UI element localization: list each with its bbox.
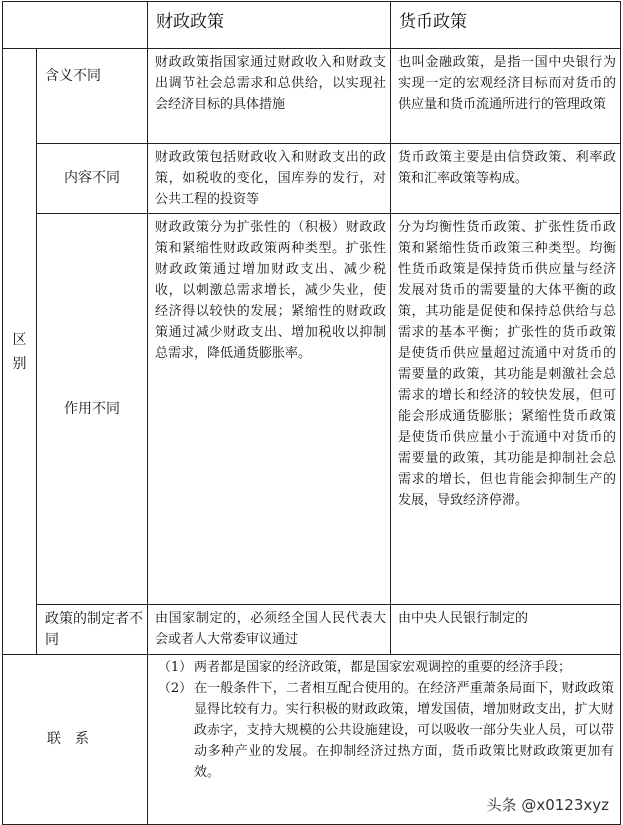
monetary-content: 货币政策主要是由信贷政策、利率政策和汇率政策等构成。 [391, 144, 621, 214]
comparison-table [2, 1, 621, 825]
monetary-maker: 由中央人民银行制定的 [391, 605, 621, 655]
fiscal-effect: 财政政策分为扩张性的（积极）财政政策和紧缩性财政政策两种类型。扩张性财政政策通过增加财政支出、减少税收，以刺激总需求增长，减少失业，使经济得以较快的发展；紧缩性的财政政策通过减少财政支出、增加税收以抑制总需求，降低通货膨胀率。 [148, 214, 391, 605]
row-maker [3, 605, 621, 655]
row-label-meaning: 含义不同 [37, 49, 148, 144]
header-row [3, 2, 621, 49]
fiscal-maker: 由国家制定的，必须经全国人民代表大会或者人大常委审议通过 [148, 605, 391, 655]
monetary-effect: 分为均衡性货币政策、扩张性货币政策和紧缩性货币政策三种类型。均衡性货币政策是保持货币供应量与经济发展对货币的需要量的大体平衡的政策，其功能是促使和保持总供给与总需求的基本平衡；扩张性的货币政策是使货币供应量超过流通中对货币的需要量的政策，其功能是刺激社会总需求的增长和经济的较快发展，但可能会形成通货膨胀；紧缩性货币政策是使货币供应量小于流通中对货币的需要量的政策，其功能是抑制社会总需求的增长，但也肯能会抑制生产的发展，导致经济停滞。 [391, 214, 621, 605]
watermark: 头条 @x0123xyz [486, 796, 609, 814]
fiscal-meaning: 财政政策指国家通过财政收入和财政支出调节社会总需求和总供给，以实现社会经济目标的具体措施 [148, 49, 391, 144]
header-monetary: 货币政策 [391, 2, 621, 49]
monetary-meaning: 也叫金融政策，是指一国中央银行为实现一定的宏观经济目标而对货币的供应量和货币流通所进行的管理政策 [391, 49, 621, 144]
row-label-content: 内容不同 [37, 144, 148, 214]
group-label-difference: 区 别 [3, 49, 37, 655]
header-fiscal: 财政政策 [148, 2, 391, 49]
row-label-connection: 联系 [3, 655, 148, 825]
fiscal-content: 财政政策包括财政收入和财政支出的政策，如税收的变化，国库券的发行，对公共工程的投资等 [148, 144, 391, 214]
connection-item-text: 在一般条件下，二者相互配合使用的。在经济严重萧条局面下，财政政策显得比较有力。实行积极的财政政策，增发国债，增加财政支出，扩大财政赤字，支持大规模的公共设施建设，可以吸收一部分失业人员，可以带动多种产业的发展。在抑制经济过热方面，货币政策比财政政策更加有效。 [194, 681, 614, 780]
header-blank-cell [3, 2, 148, 49]
connection-item-number: （2） [157, 681, 193, 696]
connection-item-text: 两者都是国家的经济政策，都是国家宏观调控的重要的经济手段； [194, 660, 572, 675]
connection-item-number: （1） [157, 660, 193, 675]
row-meaning [3, 49, 621, 144]
row-label-effect: 作用不同 [37, 214, 148, 605]
row-content [3, 144, 621, 214]
row-label-maker: 政策的制定者不同 [37, 605, 148, 655]
row-effect [3, 214, 621, 605]
connection-item-2 [156, 678, 614, 783]
connection-item-1 [156, 657, 614, 678]
